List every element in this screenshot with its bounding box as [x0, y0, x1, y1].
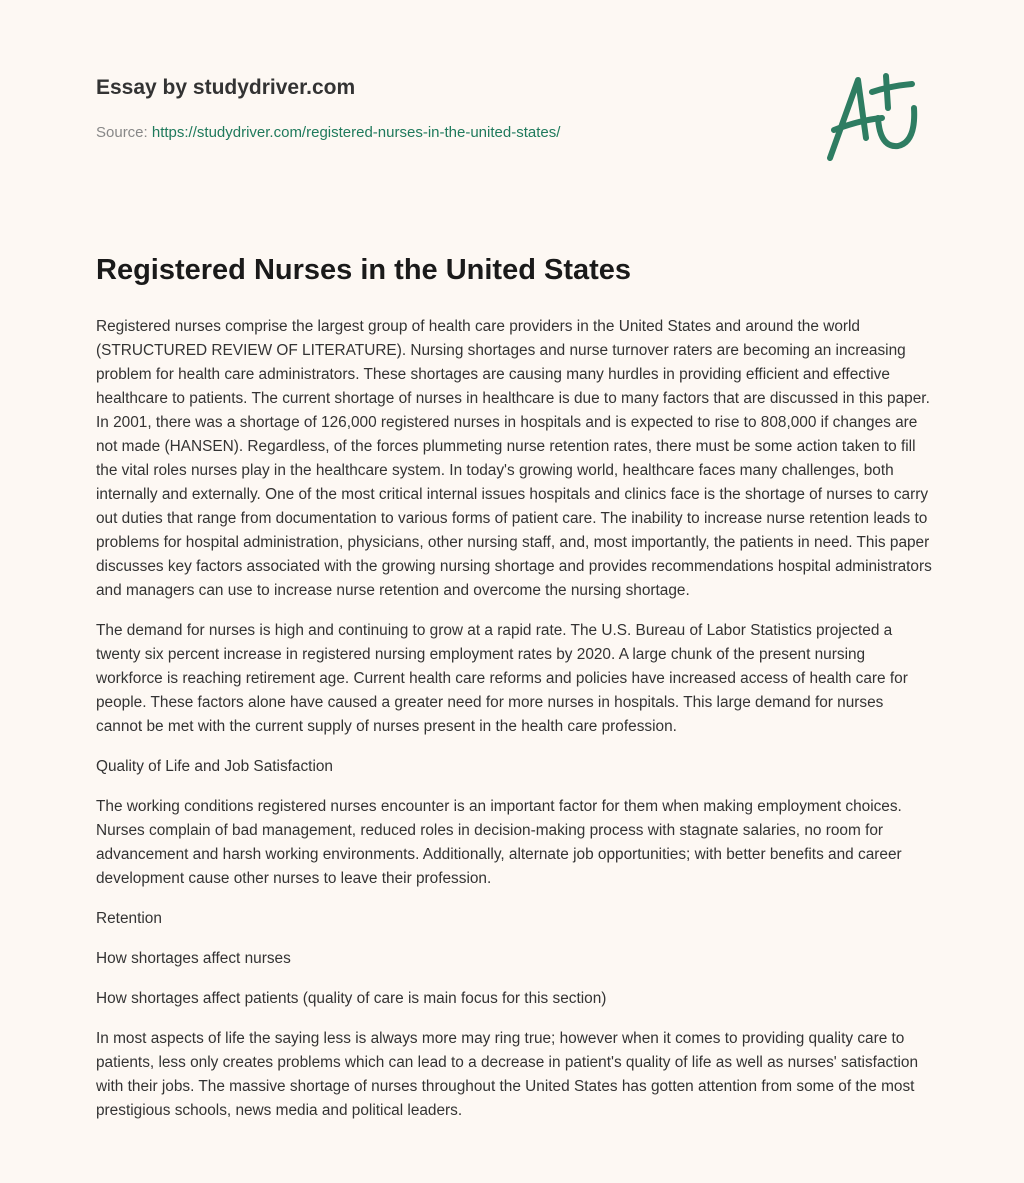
section-heading: How shortages affect nurses	[96, 950, 291, 967]
essay-title: Registered Nurses in the United States	[96, 254, 632, 286]
source-link[interactable]: https://studydriver.com/registered-nurses-in-the-united-states/	[151, 124, 561, 141]
paragraph: The working conditions registered nurses encounter is an important factor for them when making employment choices. Nurses complain of bad management, reduced roles in decision-making process with stagnate salaries, no room for advancement and harsh working environments. Additionally, alternate job opportunities; with better benefits and career development cause other nurses to leave their profession.	[96, 798, 902, 887]
source-label: Source:	[96, 124, 148, 141]
section-heading: Quality of Life and Job Satisfaction	[96, 758, 333, 775]
paragraph: Registered nurses comprise the largest group of health care providers in the United States and around the world (STRUCTURED REVIEW OF LITERATURE). Nursing shortages and nurse turnover raters are becoming an increasing problem for health care administrators. These shortages are causing many hurdles in providing efficient and effective healthcare to patients. The current shortage of nurses in healthcare is due to many factors that are discussed in this paper. In 2001, there was a shortage of 126,000 registered nurses in hospitals and is expected to rise to 808,000 if changes are not made (HANSEN). Regardless, of the forces plummeting nurse retention rates, there must be some action taken to fill the vital roles nurses play in the healthcare system. In today's growing world, healthcare faces many challenges, both internally and externally. One of the most critical internal issues hospitals and clinics face is the shortage of nurses to carry out duties that range from documentation to various forms of patient care. The inability to increase nurse retention leads to problems for hospital administration, physicians, other nursing staff, and, most importantly, the patients in need. This paper discusses key factors associated with the growing nursing shortage and provides recommendations hospital administrators and managers can use to increase nurse retention and overcome the nursing shortage.	[96, 318, 932, 599]
section-heading: How shortages affect patients (quality of care is main focus for this section)	[96, 990, 607, 1007]
source-line	[96, 124, 560, 141]
brand-title: Essay by studydriver.com	[96, 76, 356, 99]
essay-body	[96, 315, 932, 1139]
paragraph: In most aspects of life the saying less is always more may ring true; however when it comes to providing quality care to patients, less only creates problems which can lead to a decrease in patient's quality of life as well as nurses' satisfaction with their jobs. The massive shortage of nurses throughout the United States has gotten attention from some of the most prestigious schools, news media and political leaders.	[96, 1030, 919, 1119]
a-plus-logo-icon	[820, 68, 930, 164]
paragraph: The demand for nurses is high and continuing to grow at a rapid rate. The U.S. Bureau of Labor Statistics projected a twenty six percent increase in registered nursing employment rates by 2020. A large chunk of the present nursing workforce is reaching retirement age. Current health care reforms and policies have increased access of health care for people. These factors alone have caused a greater need for more nurses in hospitals. This large demand for nurses cannot be met with the current supply of nurses present in the health care profession.	[96, 622, 908, 735]
section-heading: Retention	[96, 910, 162, 927]
